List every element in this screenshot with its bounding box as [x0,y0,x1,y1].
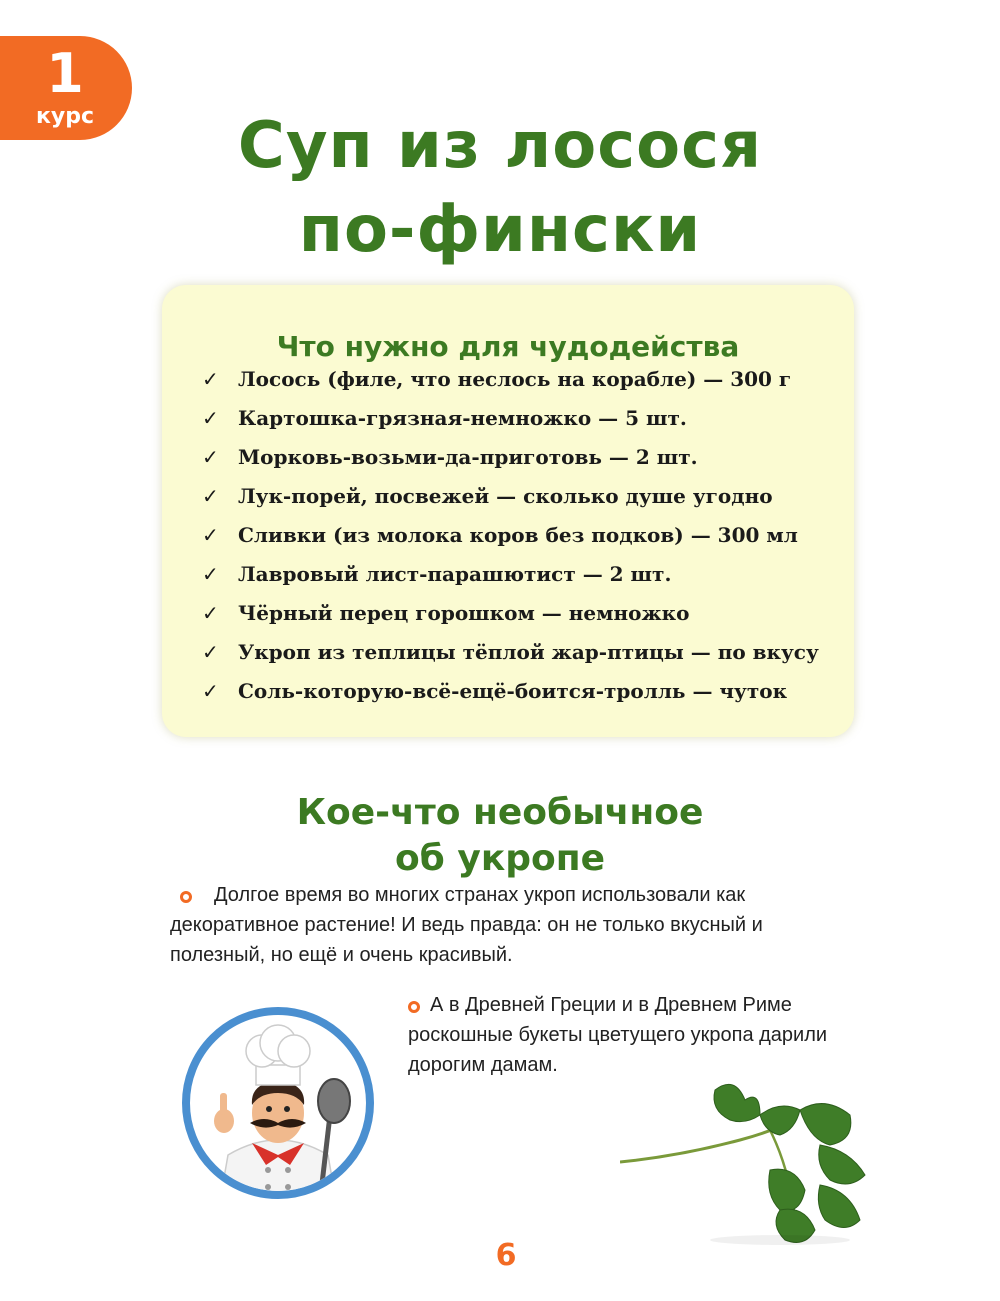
fact-text: А в Древней Греции и в Древнем Риме роскошные букеты цветущего укропа дарили дорогим дамам. [408,994,828,1076]
list-item [202,517,819,556]
ingredients-heading: Что нужно для чудодейства [276,330,740,363]
recipe-title-line1: Суп из лосося [237,109,763,183]
checkmark-icon: ✓ [202,445,219,469]
list-item [202,556,819,595]
chef-illustration [180,1005,376,1201]
ingredient-text: Чёрный перец горошком — немножко [238,601,690,625]
ingredient-text: Морковь-возьми-да-приготовь — 2 шт. [238,445,698,469]
facts-heading [0,790,1000,882]
course-number: 1 [46,42,84,105]
ingredients-card [162,285,854,737]
checkmark-icon: ✓ [202,601,219,625]
recipe-title [0,104,1000,272]
checkmark-icon: ✓ [202,640,219,664]
ingredient-text: Лосось (филе, что неслось на корабле) — 300 г [238,367,792,391]
checkmark-icon: ✓ [202,562,219,586]
list-item [202,400,819,439]
checkmark-icon: ✓ [202,679,219,703]
fact-text: Долгое время во многих странах укроп использовали как декоративное растение! И ведь правда: он не только вкусный и полезный, но ещё и очень красивый. [170,884,763,966]
page-number: 6 [495,1238,517,1273]
ingredient-text: Лавровый лист-парашютист — 2 шт. [238,562,672,586]
checkmark-icon: ✓ [202,523,219,547]
facts-heading-line2: об укропе [394,838,606,879]
checkmark-icon: ✓ [202,406,219,430]
list-item [202,595,819,634]
recipe-title-line2: по-фински [298,193,702,267]
ingredient-text: Соль-которую-всё-ещё-боится-тролль — чуток [238,679,788,703]
list-item [202,634,819,673]
facts-heading-line1: Кое-что необычное [296,792,704,833]
list-item [202,673,819,712]
ingredient-text: Картошка-грязная-немножко — 5 шт. [238,406,687,430]
course-label: курс [35,104,95,129]
ingredient-text: Сливки (из молока коров без подков) — 300 мл [238,523,798,547]
ingredient-text: Укроп из теплицы тёплой жар-птицы — по вкусу [238,640,819,664]
circle-bullet-icon [180,891,192,903]
ingredient-text: Лук-порей, посвежей — сколько душе угодно [238,484,773,508]
list-item [202,361,819,400]
checkmark-icon: ✓ [202,484,219,508]
ingredients-list [202,361,819,712]
fact-paragraph-2 [408,990,848,1080]
checkmark-icon: ✓ [202,367,219,391]
fact-paragraph-1 [170,880,860,970]
list-item [202,439,819,478]
circle-bullet-icon [408,1001,420,1013]
herb-sprig-illustration [620,1070,890,1250]
list-item [202,478,819,517]
